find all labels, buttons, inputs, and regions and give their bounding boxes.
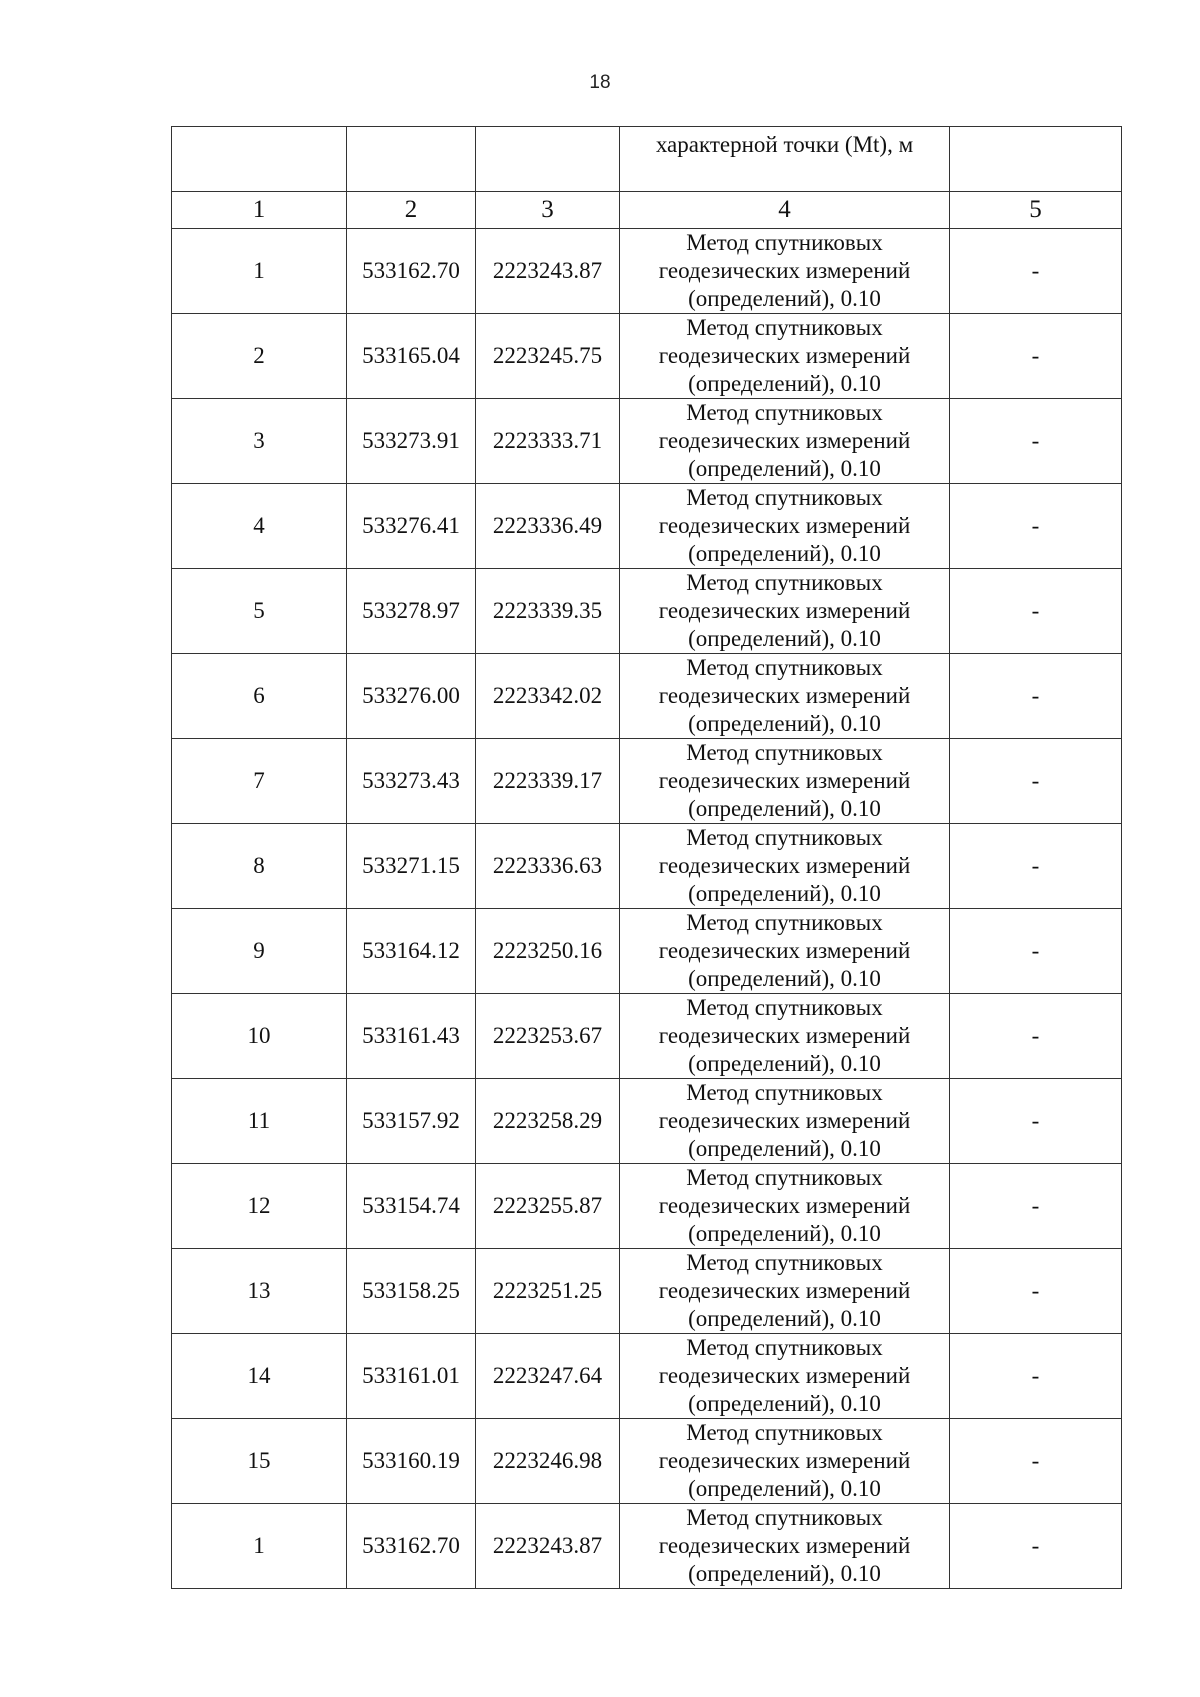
point-number-cell: 1 [172,229,347,314]
x-coordinate-cell: 533161.43 [347,994,476,1079]
column-number-row [172,192,1122,229]
method-text-line3: (определений), 0.10 [688,966,881,991]
method-text-line1: Метод спутниковых [686,400,883,425]
table-row [172,1334,1122,1419]
y-coordinate-cell: 2223245.75 [476,314,620,399]
method-text-line1: Метод спутниковых [686,1335,883,1360]
note-cell: - [950,824,1122,909]
point-number-cell: 9 [172,909,347,994]
x-coordinate-cell: 533164.12 [347,909,476,994]
note-cell: - [950,994,1122,1079]
method-text-line2: геодезических измерений [658,1533,911,1558]
method-text-line3: (определений), 0.10 [688,1476,881,1501]
table-row [172,1419,1122,1504]
x-coordinate-cell: 533157.92 [347,1079,476,1164]
method-cell [620,569,950,654]
method-text-line1: Метод спутниковых [686,230,883,255]
header-cell-2 [347,127,476,192]
header-cell-3 [476,127,620,192]
method-text-line2: геодезических измерений [658,683,911,708]
method-text-line1: Метод спутниковых [686,485,883,510]
method-cell [620,1504,950,1589]
point-number-cell: 8 [172,824,347,909]
column-number: 2 [347,192,476,229]
header-continuation-row [172,127,1122,192]
note-cell: - [950,1164,1122,1249]
method-cell [620,739,950,824]
method-text-line3: (определений), 0.10 [688,1221,881,1246]
note-cell: - [950,229,1122,314]
point-number-cell: 15 [172,1419,347,1504]
y-coordinate-cell: 2223246.98 [476,1419,620,1504]
table-row [172,399,1122,484]
y-coordinate-cell: 2223339.17 [476,739,620,824]
y-coordinate-cell: 2223243.87 [476,1504,620,1589]
method-cell [620,824,950,909]
x-coordinate-cell: 533161.01 [347,1334,476,1419]
method-text-line1: Метод спутниковых [686,910,883,935]
method-text-line1: Метод спутниковых [686,1505,883,1530]
method-text-line3: (определений), 0.10 [688,456,881,481]
method-text-line1: Метод спутниковых [686,1080,883,1105]
x-coordinate-cell: 533273.43 [347,739,476,824]
table-row [172,1164,1122,1249]
method-text-line1: Метод спутниковых [686,570,883,595]
method-text-line3: (определений), 0.10 [688,1136,881,1161]
method-text-line3: (определений), 0.10 [688,1051,881,1076]
y-coordinate-cell: 2223250.16 [476,909,620,994]
point-number-cell: 6 [172,654,347,739]
y-coordinate-cell: 2223251.25 [476,1249,620,1334]
method-text-line2: геодезических измерений [658,598,911,623]
x-coordinate-cell: 533278.97 [347,569,476,654]
method-text-line2: геодезических измерений [658,513,911,538]
method-cell [620,314,950,399]
method-cell [620,399,950,484]
column-number: 4 [620,192,950,229]
method-text-line3: (определений), 0.10 [688,1561,881,1586]
y-coordinate-cell: 2223258.29 [476,1079,620,1164]
note-cell: - [950,909,1122,994]
method-text-line2: геодезических измерений [658,258,911,283]
note-cell: - [950,484,1122,569]
method-text-line1: Метод спутниковых [686,740,883,765]
method-cell [620,1249,950,1334]
point-number-cell: 5 [172,569,347,654]
method-cell [620,1419,950,1504]
point-number-cell: 7 [172,739,347,824]
point-number-cell: 11 [172,1079,347,1164]
method-text-line1: Метод спутниковых [686,1250,883,1275]
method-text-line1: Метод спутниковых [686,825,883,850]
x-coordinate-cell: 533271.15 [347,824,476,909]
column-number: 3 [476,192,620,229]
table-row [172,569,1122,654]
x-coordinate-cell: 533160.19 [347,1419,476,1504]
method-text-line3: (определений), 0.10 [688,626,881,651]
note-cell: - [950,1079,1122,1164]
y-coordinate-cell: 2223342.02 [476,654,620,739]
column-number: 1 [172,192,347,229]
page-number: 18 [589,72,611,93]
table-row [172,994,1122,1079]
method-text-line3: (определений), 0.10 [688,796,881,821]
method-text-line2: геодезических измерений [658,343,911,368]
y-coordinate-cell: 2223243.87 [476,229,620,314]
method-text-line2: геодезических измерений [658,853,911,878]
method-text-line2: геодезических измерений [658,938,911,963]
method-text-line1: Метод спутниковых [686,995,883,1020]
method-text-line1: Метод спутниковых [686,1165,883,1190]
method-text-line3: (определений), 0.10 [688,711,881,736]
point-number-cell: 2 [172,314,347,399]
method-cell [620,1079,950,1164]
method-text-line3: (определений), 0.10 [688,1306,881,1331]
x-coordinate-cell: 533276.00 [347,654,476,739]
method-text-line2: геодезических измерений [658,428,911,453]
x-coordinate-cell: 533273.91 [347,399,476,484]
table-row [172,654,1122,739]
method-text-line2: геодезических измерений [658,1108,911,1133]
table-row [172,229,1122,314]
method-text-line1: Метод спутниковых [686,315,883,340]
y-coordinate-cell: 2223336.63 [476,824,620,909]
point-number-cell: 13 [172,1249,347,1334]
table-row [172,1504,1122,1589]
point-number-cell: 1 [172,1504,347,1589]
method-cell [620,909,950,994]
coordinates-table [171,126,1122,1589]
table-row [172,739,1122,824]
note-cell: - [950,1419,1122,1504]
table-row [172,909,1122,994]
header-cell-5 [950,127,1122,192]
y-coordinate-cell: 2223339.35 [476,569,620,654]
y-coordinate-cell: 2223253.67 [476,994,620,1079]
table-row [172,1079,1122,1164]
header-cell-method: характерной точки (Mt), м [620,127,950,192]
table-row [172,314,1122,399]
point-number-cell: 4 [172,484,347,569]
method-text-line1: Метод спутниковых [686,655,883,680]
method-text-line1: Метод спутниковых [686,1420,883,1445]
column-number: 5 [950,192,1122,229]
table-body [172,127,1122,1589]
note-cell: - [950,654,1122,739]
note-cell: - [950,739,1122,824]
method-text-line3: (определений), 0.10 [688,371,881,396]
method-cell [620,229,950,314]
y-coordinate-cell: 2223333.71 [476,399,620,484]
note-cell: - [950,1504,1122,1589]
method-text-line2: геодезических измерений [658,768,911,793]
method-text-line3: (определений), 0.10 [688,881,881,906]
method-text-line2: геодезических измерений [658,1193,911,1218]
table-row [172,824,1122,909]
method-text-line3: (определений), 0.10 [688,1391,881,1416]
y-coordinate-cell: 2223336.49 [476,484,620,569]
method-text-line2: геодезических измерений [658,1448,911,1473]
table-row [172,1249,1122,1334]
x-coordinate-cell: 533162.70 [347,229,476,314]
point-number-cell: 14 [172,1334,347,1419]
note-cell: - [950,569,1122,654]
method-text-line2: геодезических измерений [658,1363,911,1388]
method-cell [620,994,950,1079]
point-number-cell: 10 [172,994,347,1079]
method-text-line3: (определений), 0.10 [688,286,881,311]
method-cell [620,484,950,569]
point-number-cell: 3 [172,399,347,484]
point-number-cell: 12 [172,1164,347,1249]
note-cell: - [950,314,1122,399]
method-cell [620,654,950,739]
note-cell: - [950,1334,1122,1419]
header-cell-1 [172,127,347,192]
x-coordinate-cell: 533158.25 [347,1249,476,1334]
table-row [172,484,1122,569]
method-cell [620,1164,950,1249]
note-cell: - [950,1249,1122,1334]
method-text-line3: (определений), 0.10 [688,541,881,566]
x-coordinate-cell: 533276.41 [347,484,476,569]
x-coordinate-cell: 533165.04 [347,314,476,399]
method-cell [620,1334,950,1419]
method-text-line2: геодезических измерений [658,1278,911,1303]
method-text-line2: геодезических измерений [658,1023,911,1048]
note-cell: - [950,399,1122,484]
x-coordinate-cell: 533162.70 [347,1504,476,1589]
y-coordinate-cell: 2223255.87 [476,1164,620,1249]
y-coordinate-cell: 2223247.64 [476,1334,620,1419]
x-coordinate-cell: 533154.74 [347,1164,476,1249]
